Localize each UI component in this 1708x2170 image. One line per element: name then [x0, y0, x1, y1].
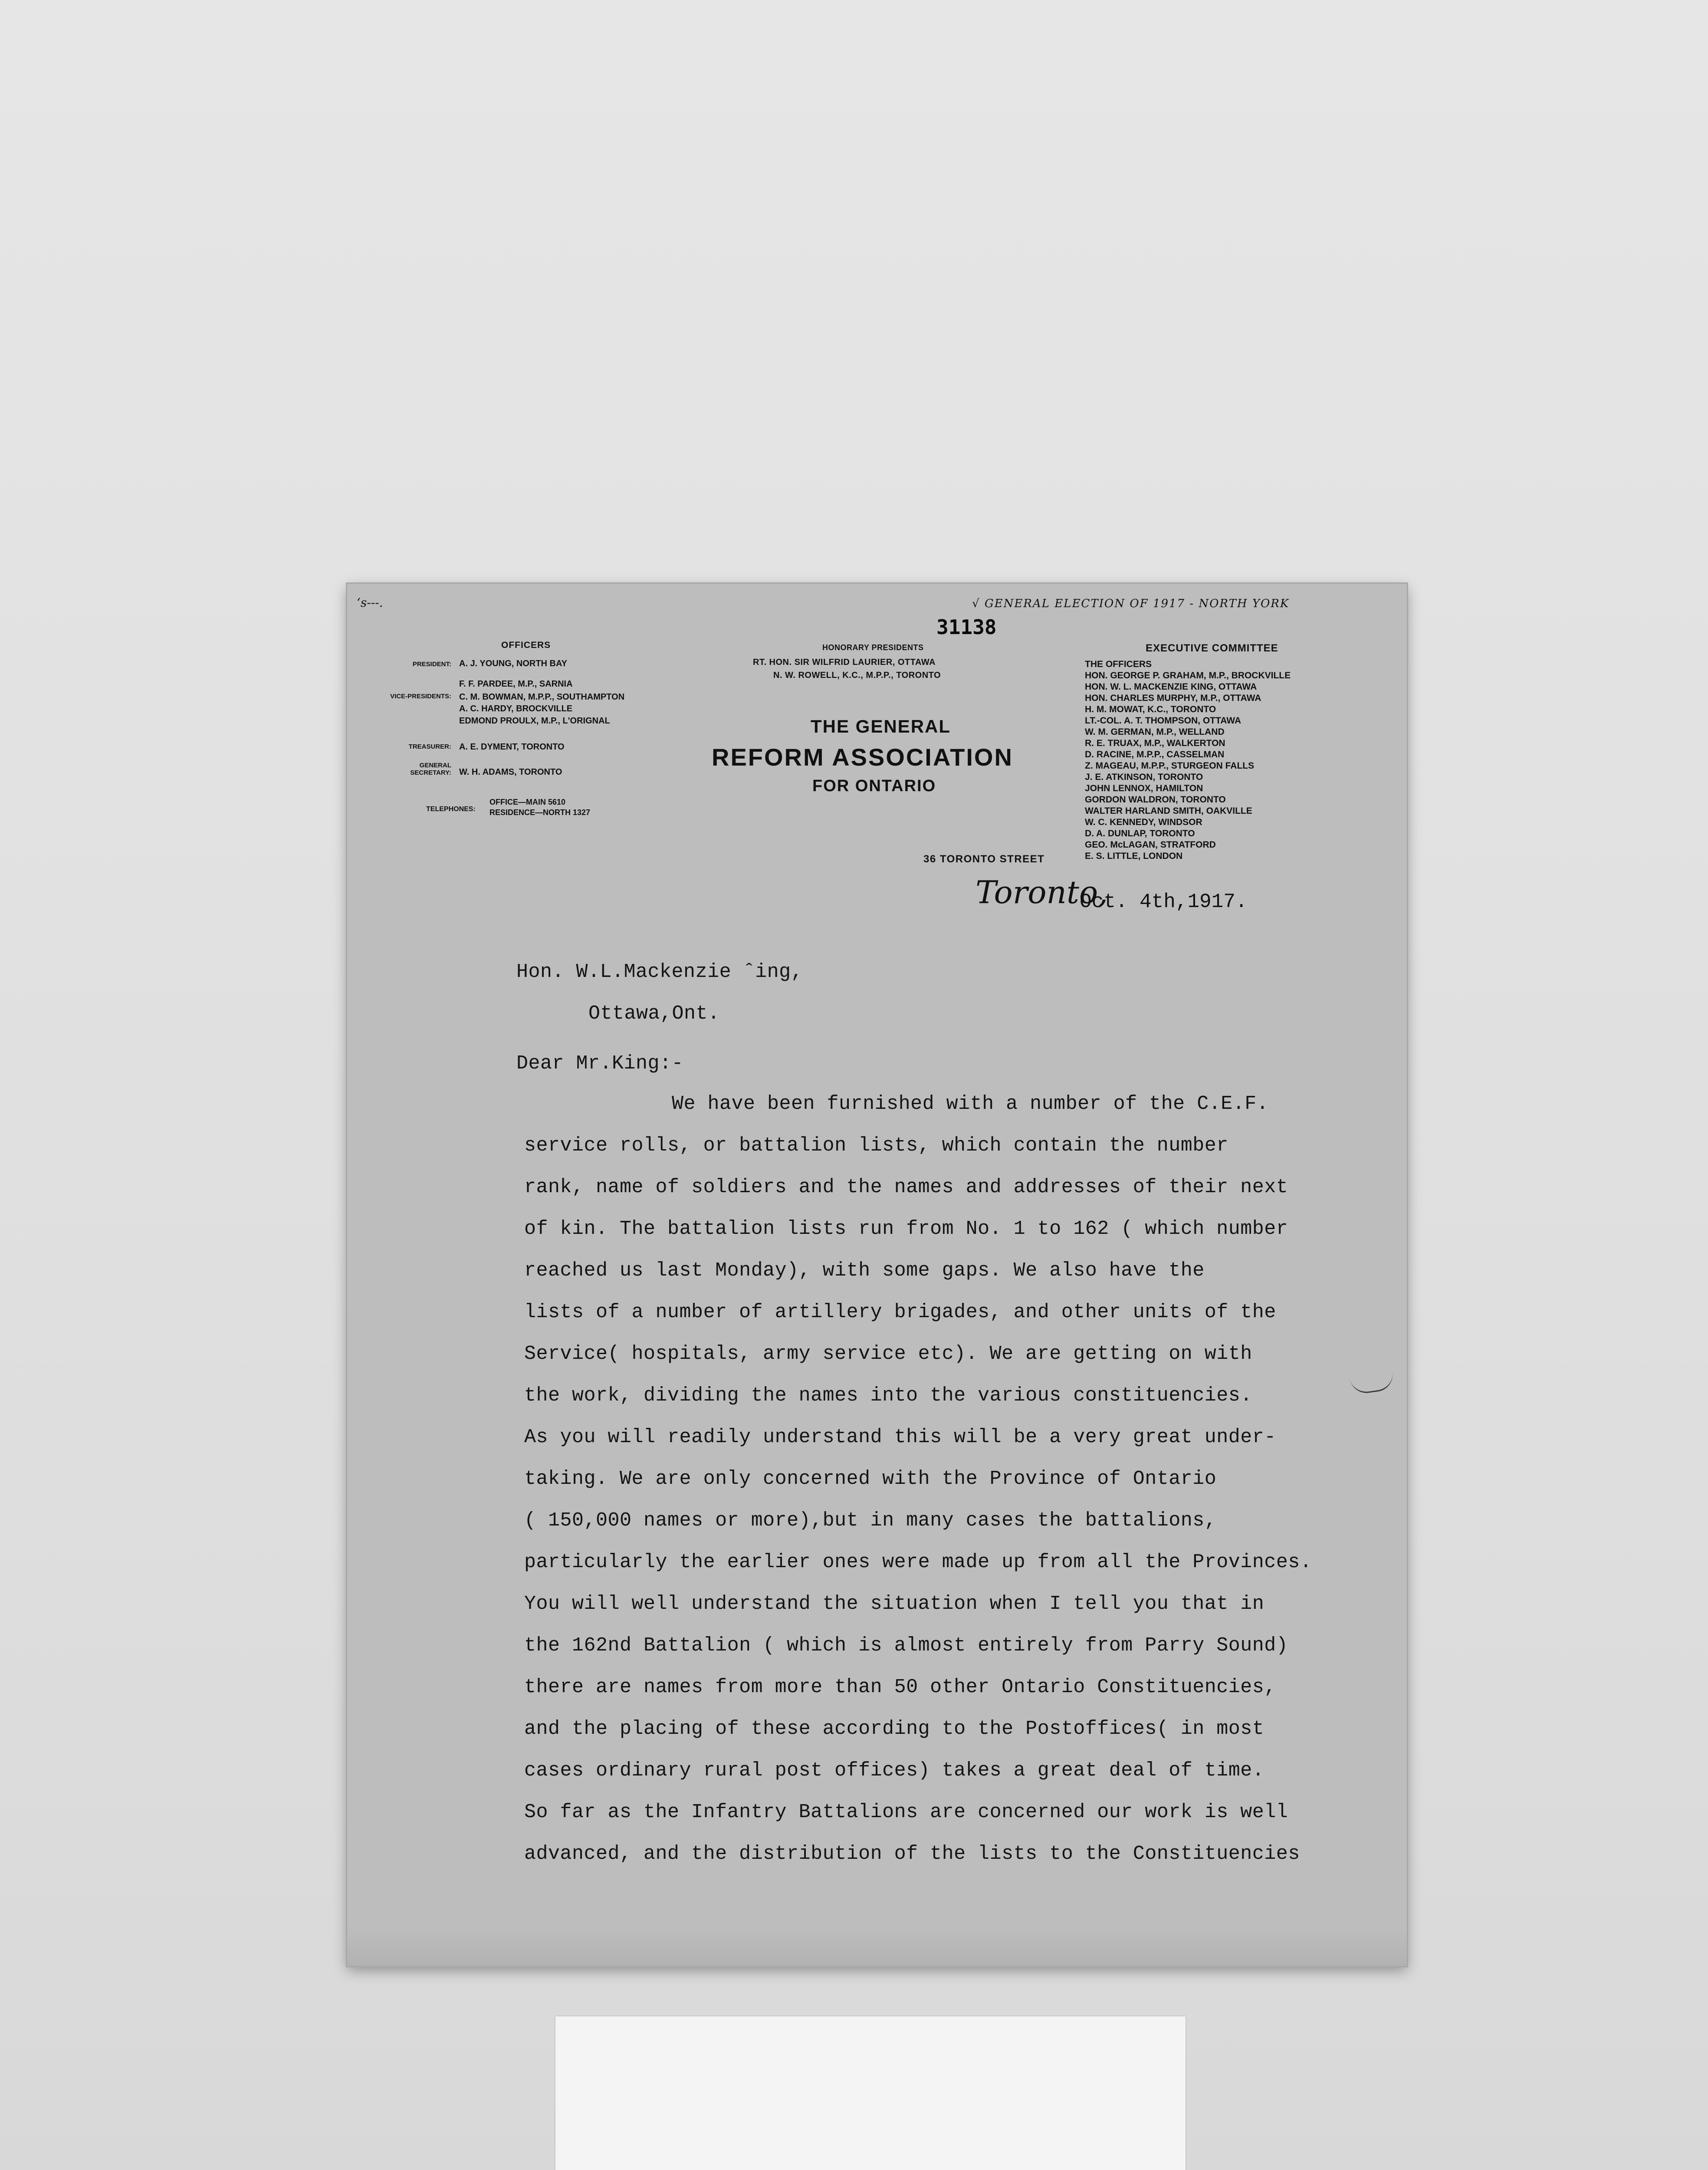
- executive-member: W. M. GERMAN, M.P., WELLAND: [1085, 727, 1225, 737]
- body-line: You will well understand the situation when I tell you that in: [524, 1593, 1265, 1615]
- body-line: there are names from more than 50 other Ontario Constituencies,: [524, 1676, 1276, 1698]
- recipient-name: Hon. W.L.Mackenzie ˆing,: [516, 961, 803, 983]
- body-line: the 162nd Battalion ( which is almost entirely from Parry Sound): [524, 1634, 1288, 1657]
- body-line: and the placing of these according to the Postoffices( in most: [524, 1718, 1265, 1740]
- executive-member: D. RACINE, M.P.P., CASSELMAN: [1085, 750, 1225, 760]
- executive-member: HON. W. L. MACKENZIE KING, OTTAWA: [1085, 682, 1257, 692]
- body-line: ( 150,000 names or more),but in many cases the battalions,: [524, 1509, 1217, 1532]
- executive-member: R. E. TRUAX, M.P., WALKERTON: [1085, 738, 1225, 748]
- body-line: service rolls, or battalion lists, which contain the number: [524, 1134, 1228, 1157]
- executive-member: HON. CHARLES MURPHY, M.P., OTTAWA: [1085, 693, 1261, 703]
- body-line: taking. We are only concerned with the Province of Ontario: [524, 1468, 1217, 1490]
- org-name-line2: REFORM ASSOCIATION: [712, 743, 1013, 771]
- org-name-line3: FOR ONTARIO: [812, 777, 936, 795]
- body-line: cases ordinary rural post offices) takes a great deal of time.: [524, 1759, 1265, 1782]
- body-line: advanced, and the distribution of the lists to the Constituencies: [524, 1843, 1300, 1865]
- executive-member: HON. GEORGE P. GRAHAM, M.P., BROCKVILLE: [1085, 671, 1291, 681]
- honorary-president-1: RT. HON. SIR WILFRID LAURIER, OTTAWA: [753, 658, 936, 667]
- vice-president-2: C. M. BOWMAN, M.P.P., SOUTHAMPTON: [459, 692, 625, 702]
- recipient-city: Ottawa,Ont.: [588, 1003, 720, 1025]
- secretary-name: W. H. ADAMS, TORONTO: [459, 767, 562, 777]
- executive-member: THE OFFICERS: [1085, 659, 1152, 669]
- telephone-residence: RESIDENCE—NORTH 1327: [489, 808, 591, 817]
- executive-member: GEO. McLAGAN, STRATFORD: [1085, 840, 1216, 850]
- president-name: A. J. YOUNG, NORTH BAY: [459, 659, 567, 668]
- archive-card: [555, 2016, 1186, 2170]
- city-name: Toronto,: [976, 874, 1108, 911]
- body-line: So far as the Infantry Battalions are concerned our work is well: [524, 1801, 1288, 1823]
- body-line: the work, dividing the names into the various constituencies.: [524, 1384, 1252, 1407]
- executive-member: GORDON WALDRON, TORONTO: [1085, 795, 1226, 805]
- vice-president-1: F. F. PARDEE, M.P., SARNIA: [459, 679, 573, 689]
- executive-member: Z. MAGEAU, M.P.P., STURGEON FALLS: [1085, 761, 1255, 771]
- secretary-label: GENERAL SECRETARY:: [410, 762, 451, 777]
- corner-annotation: ‘s---.: [357, 595, 383, 610]
- executive-member: WALTER HARLAND SMITH, OAKVILLE: [1085, 806, 1252, 816]
- vice-president-3: A. C. HARDY, BROCKVILLE: [459, 704, 573, 713]
- honorary-president-2: N. W. ROWELL, K.C., M.P.P., TORONTO: [773, 671, 941, 680]
- treasurer-label: TREASURER:: [408, 743, 451, 750]
- body-line: As you will readily understand this will be a very great under-: [524, 1426, 1276, 1448]
- executive-heading: EXECUTIVE COMMITTEE: [1146, 642, 1278, 654]
- body-line: particularly the earlier ones were made up from all the Provinces.: [524, 1551, 1312, 1573]
- body-line: We have been furnished with a number of the C.E.F.: [672, 1093, 1269, 1115]
- vice-presidents-label: VICE-PRESIDENTS:: [390, 693, 451, 700]
- street-address: 36 TORONTO STREET: [923, 853, 1045, 865]
- president-label: PRESIDENT:: [412, 661, 451, 668]
- body-line: Service( hospitals, army service etc). We are getting on with: [524, 1343, 1252, 1365]
- body-line: rank, name of soldiers and the names and addresses of their next: [524, 1176, 1288, 1198]
- executive-member: J. E. ATKINSON, TORONTO: [1085, 772, 1203, 782]
- telephones-label: TELEPHONES:: [426, 806, 476, 813]
- treasurer-name: A. E. DYMENT, TORONTO: [459, 742, 565, 752]
- executive-member: LT.-COL. A. T. THOMPSON, OTTAWA: [1085, 716, 1242, 726]
- executive-member: W. C. KENNEDY, WINDSOR: [1085, 817, 1202, 827]
- org-name-line1: THE GENERAL: [811, 716, 951, 736]
- executive-member: H. M. MOWAT, K.C., TORONTO: [1085, 704, 1216, 714]
- officers-heading: OFFICERS: [501, 640, 551, 650]
- body-line: lists of a number of artillery brigades, and other units of the: [524, 1301, 1276, 1323]
- executive-member: E. S. LITTLE, LONDON: [1085, 851, 1183, 861]
- vice-president-4: EDMOND PROULX, M.P., L'ORIGNAL: [459, 716, 610, 726]
- salutation: Dear Mr.King:-: [516, 1052, 684, 1075]
- document-number: 31138: [936, 615, 997, 639]
- executive-member: D. A. DUNLAP, TORONTO: [1085, 829, 1195, 838]
- honorary-heading: HONORARY PRESIDENTS: [822, 643, 924, 652]
- executive-list: [1085, 659, 1291, 862]
- body-line: of kin. The battalion lists run from No. 1 to 162 ( which number: [524, 1218, 1288, 1240]
- telephone-office: OFFICE—MAIN 5610: [489, 798, 566, 806]
- election-annotation: √ GENERAL ELECTION OF 1917 - NORTH YORK: [972, 597, 1290, 610]
- letter-date: Oct. 4th,1917.: [1080, 891, 1248, 913]
- executive-member: JOHN LENNOX, HAMILTON: [1085, 783, 1203, 793]
- body-line: reached us last Monday), with some gaps. We also have the: [524, 1259, 1205, 1282]
